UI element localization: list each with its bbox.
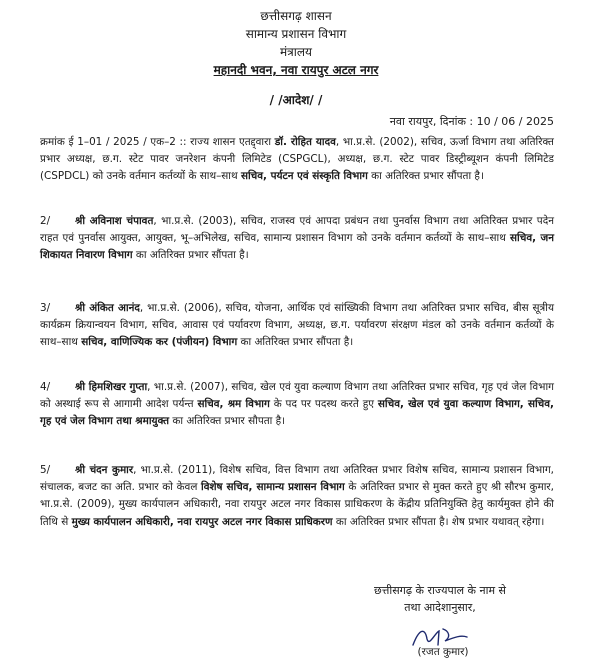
- p2-bold-2: सचिव, जन शिकायत निवारण विभाग: [40, 232, 554, 262]
- signatory-name: (रजत कुमार): [417, 646, 469, 658]
- p5-text-2: के अतिरिक्त प्रभार से मुक्त करते हुए श्री सौरभ कुमार, भा.प्र.से. (2009), मुख्य कार्यपालन अधिकारी, नवा रायपुर अटल नगर विकास प्राधिकरण के केंद्रीय प्रतिनियुक्ति हेतु कार्यमुक्त होने की तिथि से: [40, 481, 554, 528]
- paragraph-2: [40, 213, 554, 265]
- p5-bold-3: मुख्य कार्यपालन अधिकारी, नवा रायपुर अटल नगर विकास प्राधिकरण: [71, 515, 333, 528]
- paragraph-3: [40, 300, 554, 352]
- p3-bold-1: श्री अंकित आनंद: [75, 302, 140, 314]
- p3-text-2: का अतिरिक्त प्रभार सौंपता है।: [237, 336, 354, 349]
- p1-text-1: क्रमांक ई 1–01 / 2025 / एक–2 :: राज्य शासन एतद्द्वारा: [40, 136, 275, 148]
- p4-number: 4/: [40, 381, 51, 393]
- p4-bold-1: श्री हिमशिखर गुप्ता: [75, 381, 148, 393]
- p4-text-2: के पद पर पदस्थ करते हुए: [269, 398, 378, 411]
- p4-text-3: का अतिरिक्त प्रभार सौपता है।: [169, 415, 286, 428]
- p2-text-2: का अतिरिक्त प्रभार सौंपता है।: [132, 249, 249, 262]
- p5-text-3: का अतिरिक्त प्रभार सौंपता है। शेष प्रभार यथावत् रहेगा।: [332, 515, 545, 528]
- p4-bold-3: सचिव, खेल एवं युवा कल्याण विभाग, सचिव, गृह एवं जेल विभाग तथा श्रमायुक्त: [40, 398, 555, 428]
- p2-text-1: , भा.प्र.से. (2003), सचिव, राजस्व एवं आपदा प्रबंधन तथा पुनर्वास विभाग तथा अतिरिक्त प्रभार पदेन राहत एवं पुनर्वास आयुक्त, आयुक्त, भू–अभिलेख, सचिव, सामान्य प्रशासन विभाग को उनके वर्तमान कर्तव्यों के साथ–साथ: [40, 215, 554, 245]
- p3-text-1: , भा.प्र.से. (2006), सचिव, योजना, आर्थिक एवं सांख्यिकी विभाग तथा अतिरिक्त प्रभार सचिव, बीस सूत्रीय कार्यक्रम क्रियान्वयन विभाग, सचिव, आवास एवं पर्यावरण विभाग, अध्यक्ष, छ.ग. पर्यावरण संरक्षण मंडल को उनके वर्तमान कर्तव्यों के साथ–साथ: [40, 302, 554, 349]
- header-state-government: छत्तीसगढ़ शासन: [260, 9, 332, 23]
- header-ministry: मंत्रालय: [279, 45, 312, 59]
- p3-number: 3/: [40, 302, 51, 314]
- header-address: [0, 62, 592, 78]
- p2-number: 2/: [40, 215, 51, 227]
- p1-text-3: का अतिरिक्त प्रभार सौंपता है।: [367, 170, 484, 183]
- paragraph-4: [40, 379, 554, 431]
- place-date: नवा रायपुर, दिनांक : 10 / 06 / 2025: [389, 115, 554, 128]
- p1-text-2: , भा.प्र.से. (2002), सचिव, ऊर्जा विभाग तथा अतिरिक्त प्रभार अध्यक्ष, छ.ग. स्टेट पावर जनरेशन कंपनी लिमिटेड (CSPGCL), अध्यक्ष, छ.ग. स्टेट पावर डिस्ट्रीब्यूशन कंपनी लिमिटेड (CSPDCL) को उनके वर्तमान कर्तव्यों के साथ–साथ: [40, 136, 554, 183]
- p1-bold-2: सचिव, पर्यटन एवं संस्कृति विभाग: [240, 170, 368, 183]
- header-address-text: महानदी भवन, नवा रायपुर अटल नगर: [213, 63, 379, 77]
- signature-authority-line: छत्तीसगढ़ के राज्यपाल के नाम से: [374, 584, 506, 597]
- p3-bold-2: सचिव, वाणिज्यिक कर (पंजीयन) विभाग: [81, 336, 238, 349]
- p4-text-1: , भा.प्र.से. (2007), सचिव, खेल एवं युवा कल्याण विभाग तथा अतिरिक्त प्रभार सचिव, गृह एवं जेल विभाग को अस्थाई रूप से आगामी आदेश पर्यन्त: [40, 381, 554, 411]
- p2-bold-1: श्री अविनाश चंपावत: [75, 215, 154, 227]
- header-department: सामान्य प्रशासन विभाग: [245, 27, 347, 41]
- signature-order-line: तथा आदेशानुसार,: [404, 601, 476, 614]
- p5-number: 5/: [40, 464, 51, 476]
- p5-text-1: , भा.प्र.से. (2011), विशेष सचिव, वित्त विभाग तथा अतिरिक्त प्रभार विशेष सचिव, सामान्य प्रशासन विभाग, संचालक, बजट का अति. प्रभार को केवल: [40, 464, 554, 494]
- paragraph-5: [40, 462, 554, 531]
- p4-bold-2: सचिव, श्रम विभाग: [197, 398, 270, 411]
- paragraph-1: [40, 134, 554, 186]
- p5-bold-1: श्री चंदन कुमार: [75, 464, 134, 476]
- order-title: / /आदेश/ /: [269, 93, 323, 107]
- p1-bold-1: डॉ. रोहित यादव: [274, 136, 336, 148]
- p5-bold-2: विशेष सचिव, सामान्य प्रशासन विभाग: [201, 481, 345, 494]
